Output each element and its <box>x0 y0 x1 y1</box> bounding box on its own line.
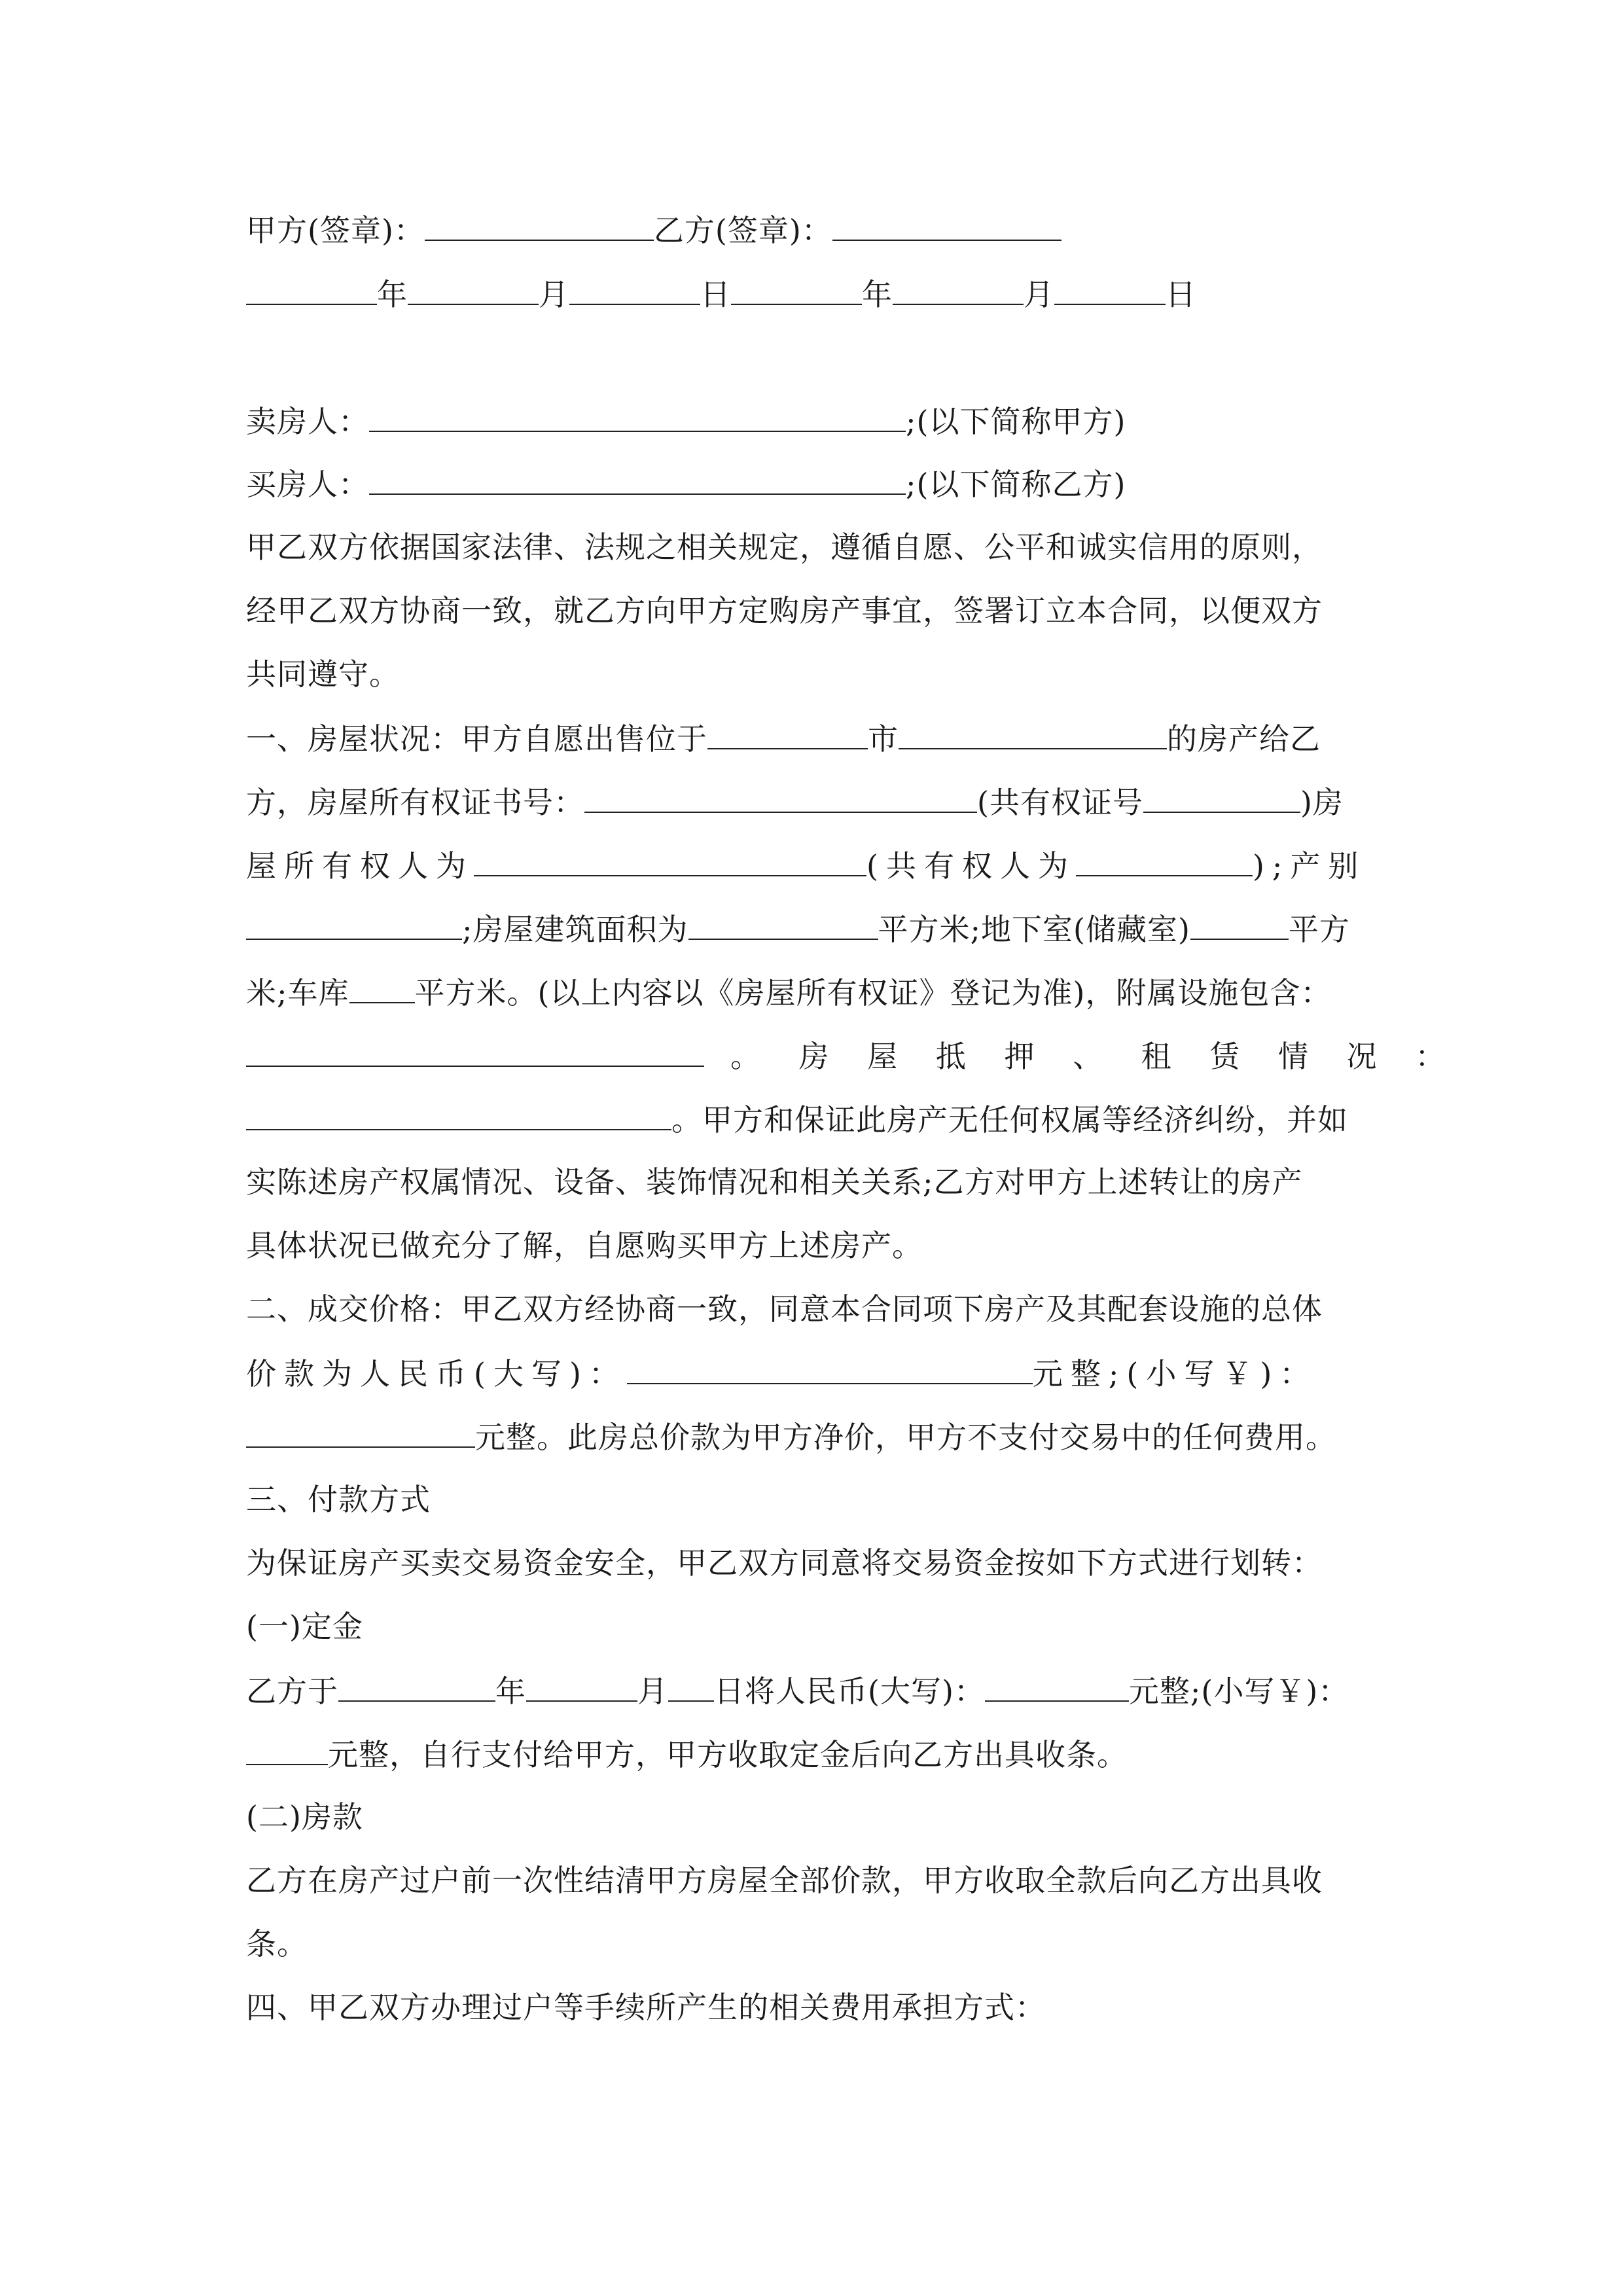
deposit-line <box>246 1670 1418 1711</box>
date-blank <box>731 274 862 305</box>
payment-title: (二)房款 <box>246 1799 363 1835</box>
seller-line <box>246 401 1418 441</box>
deposit-capital-blank <box>985 1670 1129 1702</box>
date-blank <box>1054 274 1166 305</box>
section1-line <box>246 972 1418 1013</box>
deposit-month-blank <box>526 1670 637 1702</box>
party-a-signature-blank <box>425 209 654 241</box>
section4-title: 四、甲乙双方办理过户等手续所产生的相关费用承担方式： <box>246 1990 1046 2025</box>
section1-line <box>246 1035 1460 1076</box>
text: 。 房 屋 抵 押 、 租 赁 情 况 ： <box>730 1039 1460 1074</box>
section2-line <box>246 1416 1418 1457</box>
buyer-note: ;(以下简称乙方) <box>906 467 1126 502</box>
deposit-title: (一)定金 <box>246 1609 363 1644</box>
section3-intro: 为保证房产买卖交易资金安全，甲乙双方同意将交易资金按如下方式进行划转： <box>246 1545 1323 1581</box>
year-label: 年 <box>862 277 893 312</box>
text: 的房产给乙 <box>1167 721 1321 757</box>
text: 方，房屋所有权证书号： <box>246 785 584 820</box>
month-label: 月 <box>539 277 569 312</box>
signature-date-line <box>246 274 1418 314</box>
section1-line: 具体状况已做充分了解，自愿购买甲方上述房产。 <box>246 1228 923 1263</box>
buyer-line <box>246 463 1418 504</box>
seller-label: 卖房人： <box>246 404 369 439</box>
buyer-blank <box>369 463 906 495</box>
payment-line: 条。 <box>246 1926 308 1962</box>
text: 乙方于 <box>246 1674 338 1709</box>
date-blank <box>569 274 700 305</box>
text: 。甲方和保证此房产无任何权属等经济纠纷，并如 <box>671 1102 1348 1138</box>
intro-line: 共同遵守。 <box>246 656 400 692</box>
day-label: 日 <box>1166 277 1196 312</box>
date-blank <box>246 274 377 305</box>
text: 元整。此房总价款为甲方净价，甲方不支付交易中的任何费用。 <box>475 1420 1336 1455</box>
payment-line: 乙方在房产过户前一次性结清甲方房屋全部价款，甲方收取全款后向乙方出具收 <box>246 1863 1323 1898</box>
text: ;房屋建筑面积为 <box>462 912 688 947</box>
text: 米;车库 <box>246 975 349 1011</box>
co-owner-blank <box>1076 845 1253 876</box>
text: 屋所有权人为 <box>246 848 474 884</box>
section2-line <box>246 1353 1418 1393</box>
basement-blank <box>1190 908 1289 940</box>
section1-line <box>246 718 1418 759</box>
area-blank <box>688 908 878 940</box>
date-blank <box>408 274 539 305</box>
text: 一、房屋状况：甲方自愿出售位于 <box>246 721 707 757</box>
text: 月 <box>637 1674 668 1709</box>
property-type-blank <box>246 908 462 940</box>
month-label: 月 <box>1024 277 1054 312</box>
buyer-label: 买房人： <box>246 467 369 502</box>
text: 元整，自行支付给甲方，甲方收取定金后向乙方出具收条。 <box>328 1737 1128 1772</box>
year-label: 年 <box>377 277 408 312</box>
section2-line: 二、成交价格：甲乙双方经协商一致，同意本合同项下房产及其配套设施的总体 <box>246 1291 1323 1327</box>
day-label: 日 <box>700 277 731 312</box>
text: (共有权证号 <box>977 785 1143 820</box>
party-b-signature-blank <box>832 209 1061 241</box>
deposit-day-blank <box>668 1670 714 1702</box>
text: )房 <box>1300 785 1344 820</box>
text: (共有权人为 <box>866 848 1076 884</box>
seller-note: ;(以下简称甲方) <box>906 404 1126 439</box>
text: 价款为人民币(大写)： <box>246 1356 627 1391</box>
text: );产别 <box>1252 848 1366 884</box>
deposit-year-blank <box>338 1670 495 1702</box>
text: 平方 <box>1288 912 1350 947</box>
city-blank <box>707 718 868 749</box>
intro-line: 经甲乙双方协商一致，就乙方向甲方定购房产事宜，签署订立本合同，以便双方 <box>246 593 1323 628</box>
owner-blank <box>474 845 866 876</box>
co-certificate-blank <box>1143 781 1300 813</box>
mortgage-blank <box>246 1099 671 1130</box>
section1-line <box>246 781 1418 822</box>
text: 平方米;地下室(储藏室) <box>878 912 1190 947</box>
text: 市 <box>868 721 899 757</box>
address-blank <box>899 718 1167 749</box>
date-blank <box>893 274 1024 305</box>
seller-blank <box>369 401 906 432</box>
text: 年 <box>495 1674 526 1709</box>
section1-line: 实陈述房产权属情况、设备、装饰情况和相关关系;乙方对甲方上述转让的房产 <box>246 1164 1303 1200</box>
text: 平方米。(以上内容以《房屋所有权证》登记为准)，附属设施包含： <box>414 975 1332 1011</box>
deposit-numeric-blank <box>246 1734 328 1765</box>
text: 元整;(小写￥)： <box>1032 1356 1318 1391</box>
price-capital-blank <box>627 1353 1033 1384</box>
facilities-blank <box>246 1035 704 1067</box>
certificate-blank <box>584 781 977 813</box>
deposit-line <box>246 1734 1418 1774</box>
garage-blank <box>349 972 415 1003</box>
price-numeric-blank <box>246 1416 475 1448</box>
intro-line: 甲乙双方依据国家法律、法规之相关规定，遵循自愿、公平和诚实信用的原则， <box>246 529 1323 565</box>
text: 元整;(小写￥)： <box>1128 1674 1349 1709</box>
signature-line <box>246 209 1418 250</box>
section1-line <box>246 908 1418 949</box>
section1-line <box>246 1099 1418 1139</box>
party-b-signature-label: 乙方(签章)： <box>653 213 832 248</box>
section3-title: 三、付款方式 <box>246 1482 431 1517</box>
section1-line <box>246 845 1418 886</box>
text: 日将人民币(大写)： <box>714 1674 985 1709</box>
party-a-signature-label: 甲方(签章)： <box>246 213 425 248</box>
